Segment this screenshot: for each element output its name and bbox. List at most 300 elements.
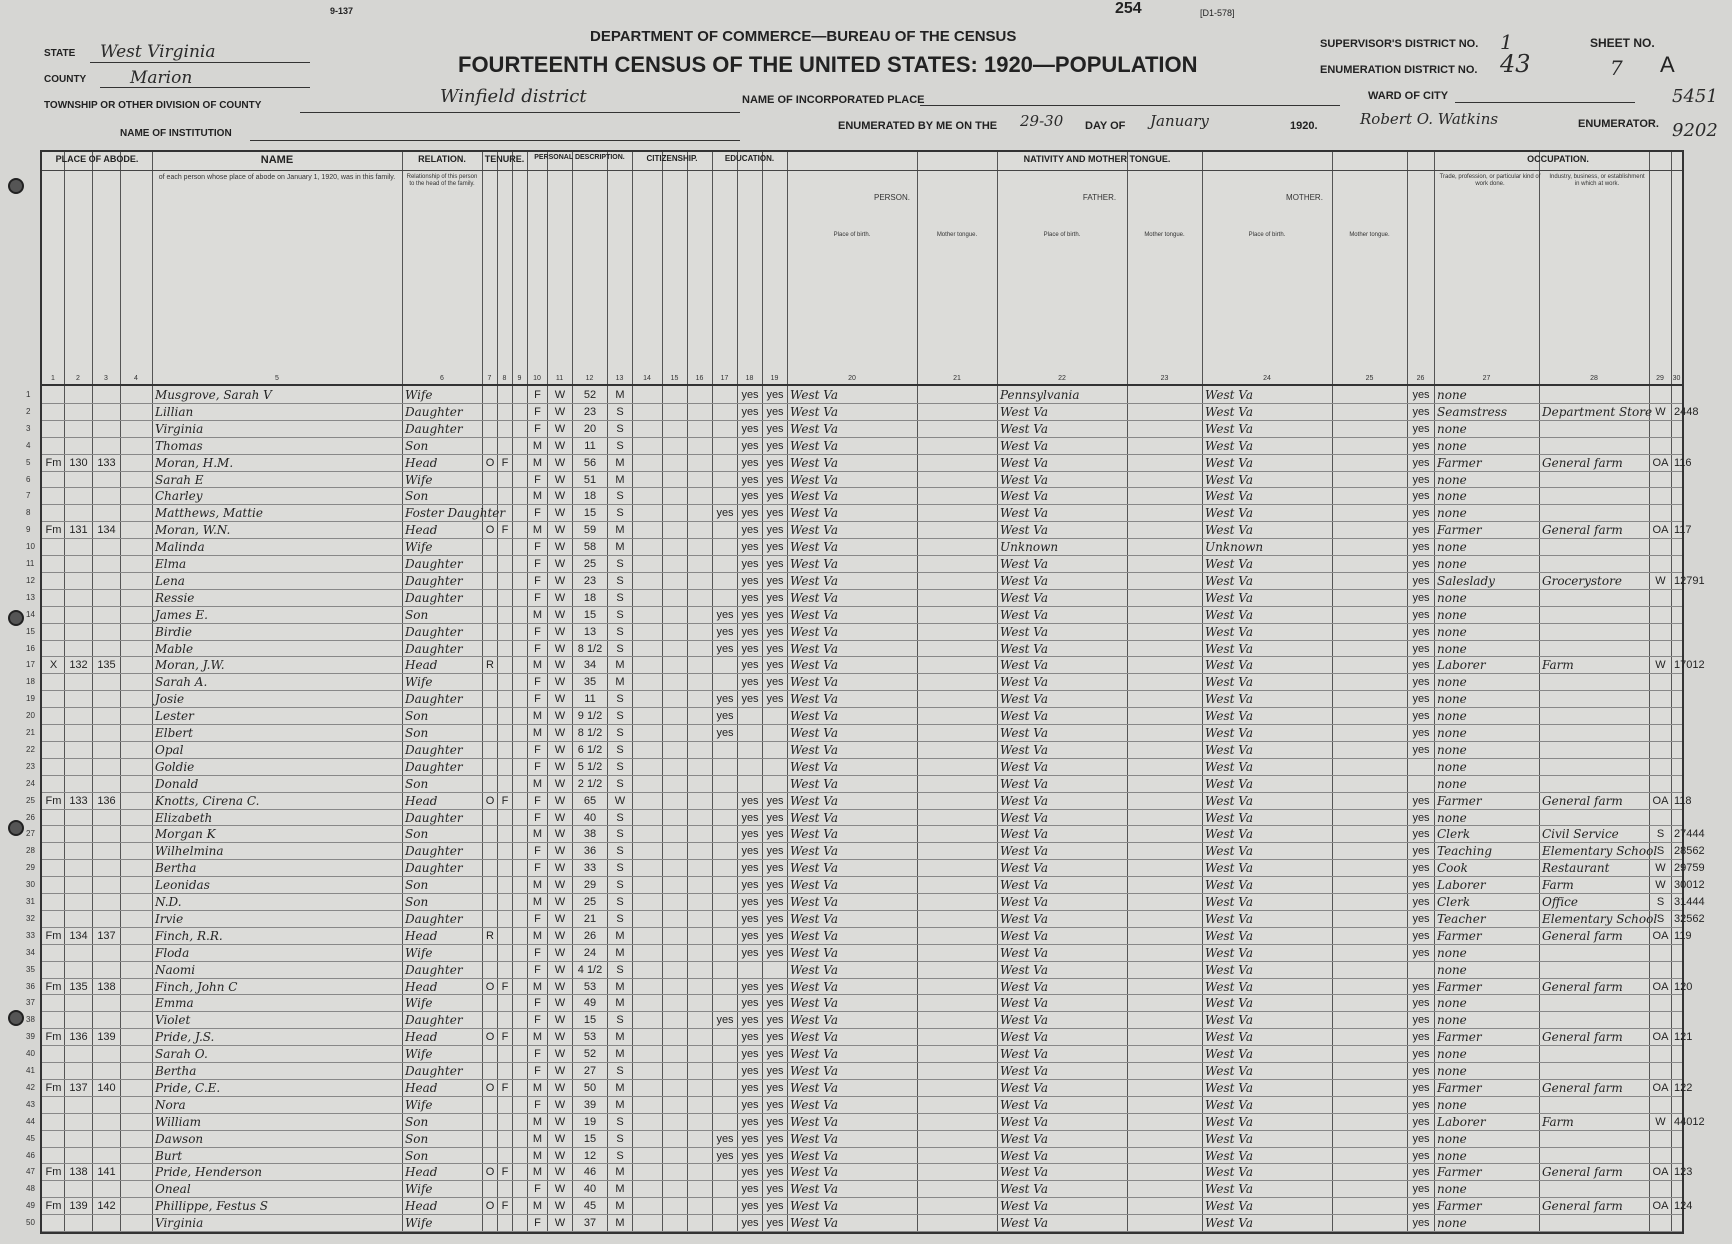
column-number: 6 xyxy=(440,375,444,382)
cell-age: 37 xyxy=(583,1217,597,1230)
line-number: 29 xyxy=(26,863,35,873)
cell-color: W xyxy=(554,743,566,756)
department-title: DEPARTMENT OF COMMERCE—BUREAU OF THE CENSUS xyxy=(590,28,1017,45)
cell-birth: West Va xyxy=(790,861,838,876)
cell-name: Sarah E xyxy=(155,472,204,487)
cell-fbirth: West Va xyxy=(1000,1216,1048,1231)
cell-dwelling: 134 xyxy=(97,524,116,537)
cell-name: Violet xyxy=(155,1013,191,1028)
cell-name: Elbert xyxy=(155,726,193,740)
cell-read: yes xyxy=(741,845,759,858)
cell-trade: none xyxy=(1437,945,1467,960)
cell-mbirth: West Va xyxy=(1205,810,1253,825)
cell-name: Lester xyxy=(155,709,194,724)
cell-mort: F xyxy=(501,980,509,993)
line-number: 18 xyxy=(26,677,35,687)
cell-marital: S xyxy=(616,727,624,739)
cell-name: Phillippe, Festus S xyxy=(155,1199,268,1214)
cell-name: Moran, H.M. xyxy=(155,455,234,470)
cell-age: 45 xyxy=(583,1200,597,1213)
line-number: 7 xyxy=(26,491,31,501)
cell-birth: West Va xyxy=(790,388,838,402)
cell-dwelling: 140 xyxy=(97,1081,116,1094)
enumerated-days: 29-30 xyxy=(1020,112,1064,130)
cell-sex: M xyxy=(532,439,543,452)
cell-name: Leonidas xyxy=(155,878,210,893)
cell-code: 32562 xyxy=(1674,912,1705,925)
column-number: 4 xyxy=(134,375,138,382)
cell-emp: W xyxy=(1655,574,1666,587)
cell-birth: West Va xyxy=(790,1030,838,1045)
column-number: 16 xyxy=(695,375,704,382)
cell-rel: Daughter xyxy=(405,641,463,656)
cell-sex: M xyxy=(532,980,543,993)
cell-mort: F xyxy=(501,1031,509,1044)
cell-rel: Head xyxy=(405,1080,438,1095)
cell-trade: Farmer xyxy=(1437,1199,1482,1214)
cell-emp: OA xyxy=(1652,524,1669,537)
cell-own: O xyxy=(485,1200,495,1213)
cell-rel: Daughter xyxy=(405,962,463,977)
cell-english: yes xyxy=(1412,896,1430,908)
cell-rel: Wife xyxy=(405,1097,433,1112)
cell-emp: OA xyxy=(1652,1081,1669,1094)
cell-rel: Son xyxy=(405,489,429,504)
cell-color: W xyxy=(554,1149,566,1162)
cell-sex: F xyxy=(534,946,541,959)
trade-description: Trade, profession, or particular kind of work done. xyxy=(1439,174,1541,187)
cell-school: yes xyxy=(716,710,734,723)
cell-age: 8 1/2 xyxy=(577,642,603,655)
cell-trade: none xyxy=(1437,421,1467,436)
cell-fbirth: West Va xyxy=(1000,776,1048,791)
cell-read: yes xyxy=(741,1183,759,1196)
cell-color: W xyxy=(554,490,566,503)
cell-age: 19 xyxy=(583,1115,597,1128)
cell-house: 135 xyxy=(69,980,88,993)
cell-emp: W xyxy=(1655,405,1666,418)
cell-color: W xyxy=(554,1115,566,1128)
column-number: 3 xyxy=(104,375,108,382)
cell-birth: West Va xyxy=(790,472,838,487)
cell-marital: S xyxy=(616,710,624,723)
cell-rel: Daughter xyxy=(405,590,463,605)
cell-color: W xyxy=(554,862,566,875)
cell-age: 15 xyxy=(583,608,597,621)
cell-color: W xyxy=(554,524,566,537)
cell-industry: Restaurant xyxy=(1542,861,1610,876)
cell-code: 116 xyxy=(1674,456,1692,469)
cell-school: yes xyxy=(716,1132,734,1145)
cell-marital: M xyxy=(615,1031,625,1044)
cell-emp: OA xyxy=(1652,980,1669,993)
line-number: 28 xyxy=(26,846,35,856)
cell-marital: M xyxy=(615,456,625,469)
cell-school: yes xyxy=(716,625,734,638)
cell-age: 25 xyxy=(583,558,597,570)
cell-trade: Farmer xyxy=(1437,1165,1482,1180)
line-number: 44 xyxy=(26,1116,35,1126)
cell-read: yes xyxy=(741,1132,759,1145)
cell-name: Josie xyxy=(155,692,185,707)
cell-fbirth: West Va xyxy=(1000,793,1048,808)
cell-own: O xyxy=(485,1031,495,1044)
cell-write: yes xyxy=(766,1081,784,1094)
cell-rel: Son xyxy=(405,607,429,622)
cell-age: 56 xyxy=(583,456,597,469)
cell-color: W xyxy=(554,456,566,469)
cell-name: Mable xyxy=(155,641,194,656)
cell-color: W xyxy=(554,1065,566,1077)
enumerator-label: ENUMERATOR. xyxy=(1578,118,1659,130)
cell-write: yes xyxy=(766,642,784,655)
cell-fbirth: West Va xyxy=(1000,675,1048,690)
cell-age: 21 xyxy=(583,912,597,925)
cell-fbirth: West Va xyxy=(1000,726,1048,740)
cell-fbirth: West Va xyxy=(1000,1131,1048,1146)
cell-emp: OA xyxy=(1652,456,1669,469)
cell-name: Emma xyxy=(155,996,194,1011)
cell-read: yes xyxy=(741,541,759,554)
line-number: 5 xyxy=(26,457,31,467)
cell-fbirth: West Va xyxy=(1000,979,1048,994)
cell-mbirth: West Va xyxy=(1205,827,1253,842)
cell-english: yes xyxy=(1412,862,1430,875)
relation-description: Relationship of this person to the head of the family. xyxy=(406,174,478,187)
line-number: 47 xyxy=(26,1167,35,1177)
cell-name: Elizabeth xyxy=(155,810,213,825)
cell-name: Thomas xyxy=(155,438,203,453)
cell-emp: W xyxy=(1655,862,1666,875)
column-number: 2 xyxy=(76,375,80,382)
cell-read: yes xyxy=(741,811,759,824)
cell-rel: Son xyxy=(405,1148,429,1163)
cell-marital: S xyxy=(616,490,624,503)
cell-marital: M xyxy=(615,389,625,401)
cell-english: yes xyxy=(1412,794,1430,807)
cell-color: W xyxy=(554,574,566,587)
cell-rel: Daughter xyxy=(405,692,463,707)
cell-mort: F xyxy=(501,1200,509,1213)
cell-age: 23 xyxy=(583,574,597,587)
cell-code: 12791 xyxy=(1674,574,1705,587)
cell-marital: S xyxy=(616,743,624,756)
cell-name: Oneal xyxy=(155,1182,191,1197)
cell-house: 134 xyxy=(69,929,88,942)
cell-english: yes xyxy=(1412,490,1430,503)
cell-mbirth: West Va xyxy=(1205,895,1253,909)
cell-marital: M xyxy=(615,1081,625,1094)
cell-color: W xyxy=(554,541,566,554)
cell-sex: M xyxy=(532,659,543,672)
cell-name: Virginia xyxy=(155,1216,204,1231)
cell-write: yes xyxy=(766,946,784,959)
column-number: 17 xyxy=(720,375,729,382)
cell-english: yes xyxy=(1412,524,1430,537)
line-number: 33 xyxy=(26,930,35,940)
cell-birth: West Va xyxy=(790,895,838,909)
census-title: FOURTEENTH CENSUS OF THE UNITED STATES: 1920—POPULATION xyxy=(458,52,1198,77)
cell-english: yes xyxy=(1412,541,1430,554)
cell-name: Donald xyxy=(155,776,199,791)
cell-code: 123 xyxy=(1674,1166,1693,1179)
cell-color: W xyxy=(554,642,566,655)
cell-read: yes xyxy=(741,862,759,875)
column-number: 19 xyxy=(770,375,779,382)
cell-fbirth: West Va xyxy=(1000,742,1048,757)
cell-rel: Wife xyxy=(405,945,433,960)
cell-birth: West Va xyxy=(790,709,838,724)
cell-trade: Farmer xyxy=(1437,1080,1482,1095)
cell-read: yes xyxy=(741,439,759,452)
cell-marital: S xyxy=(616,963,624,976)
cell-write: yes xyxy=(766,828,784,841)
cell-name: Finch, R.R. xyxy=(155,928,223,943)
cell-english: yes xyxy=(1412,1098,1430,1111)
cell-industry: General farm xyxy=(1542,523,1623,538)
cell-age: 13 xyxy=(583,625,597,638)
cell-house: 130 xyxy=(69,456,88,469)
cell-read: yes xyxy=(741,524,759,537)
cell-emp: W xyxy=(1655,1115,1666,1128)
cell-mort: F xyxy=(501,794,509,807)
cell-color: W xyxy=(554,794,566,807)
cell-name: Pride, J.S. xyxy=(155,1030,215,1045)
cell-read: yes xyxy=(741,1031,759,1044)
cell-fbirth: West Va xyxy=(1000,1148,1048,1163)
cell-birth: West Va xyxy=(790,573,838,588)
column-number: 10 xyxy=(533,375,541,382)
cell-marital: S xyxy=(616,507,624,520)
cell-fbirth: West Va xyxy=(1000,810,1048,825)
cell-rel: Foster Daughter xyxy=(405,506,506,521)
cell-trade: none xyxy=(1437,472,1467,487)
cell-sex: M xyxy=(532,896,543,908)
cell-sex: F xyxy=(534,794,541,807)
cell-emp xyxy=(1652,1214,1669,1233)
cell-own: O xyxy=(485,524,495,537)
line-number: 10 xyxy=(26,542,35,552)
cell-age: 11 xyxy=(584,693,596,706)
cell-fbirth: West Va xyxy=(1000,1080,1048,1095)
cell-trade: none xyxy=(1437,759,1467,774)
cell-trade: Farmer xyxy=(1437,928,1482,943)
page-stamp: 254 xyxy=(1115,0,1142,17)
cell-write: yes xyxy=(766,473,784,486)
cell-industry: General farm xyxy=(1542,1199,1623,1214)
cell-mbirth: West Va xyxy=(1205,844,1253,859)
column-number: 20 xyxy=(848,375,856,382)
cell-read: yes xyxy=(741,1115,759,1128)
cell-marital: S xyxy=(616,439,624,452)
cell-read: yes xyxy=(741,422,759,435)
cell-read: yes xyxy=(741,456,759,469)
cell-fbirth: West Va xyxy=(1000,624,1048,639)
cell-house: 132 xyxy=(69,659,88,672)
cell-name: Moran, J.W. xyxy=(155,658,225,673)
line-number: 6 xyxy=(26,474,31,484)
cell-fbirth: West Va xyxy=(1000,1114,1048,1129)
cell-age: 4 1/2 xyxy=(577,963,603,976)
cell-english: yes xyxy=(1412,625,1430,638)
cell-english: yes xyxy=(1412,439,1430,452)
cell-color: W xyxy=(554,591,566,604)
cell-age: 36 xyxy=(583,845,597,858)
cell-read: yes xyxy=(741,574,759,587)
binder-hole xyxy=(8,820,24,836)
cell-fbirth: West Va xyxy=(1000,962,1048,977)
cell-sex: F xyxy=(534,591,541,604)
cell-own: O xyxy=(485,794,495,807)
line-number: 13 xyxy=(26,592,35,602)
cell-sex: F xyxy=(534,473,541,486)
cell-age: 39 xyxy=(583,1098,597,1111)
cell-house: 137 xyxy=(69,1081,88,1094)
cell-trade: Clerk xyxy=(1437,827,1471,842)
cell-marital: S xyxy=(616,862,624,875)
cell-industry: General farm xyxy=(1542,1030,1623,1045)
cell-own: R xyxy=(486,659,494,672)
cell-mbirth: West Va xyxy=(1205,573,1253,588)
cell-trade: none xyxy=(1437,1131,1467,1146)
cell-english: yes xyxy=(1412,727,1430,739)
township-value: Winfield district xyxy=(440,86,587,107)
column-number: 29 xyxy=(1656,375,1664,382)
cell-english: yes xyxy=(1412,676,1430,689)
cell-age: 49 xyxy=(583,997,597,1010)
column-number: 8 xyxy=(502,375,507,382)
cell-mbirth: West Va xyxy=(1205,1080,1253,1095)
cell-mbirth: West Va xyxy=(1205,1148,1253,1163)
cell-write: yes xyxy=(766,456,784,469)
cell-school: yes xyxy=(716,1149,734,1162)
cell-english: yes xyxy=(1412,1183,1430,1196)
cell-sex: F xyxy=(534,558,541,570)
cell-industry: General farm xyxy=(1542,1080,1623,1095)
line-number: 32 xyxy=(26,913,35,923)
cell-english: yes xyxy=(1412,1065,1430,1077)
cell-age: 8 1/2 xyxy=(577,727,603,739)
cell-mbirth: West Va xyxy=(1205,692,1253,707)
cell-sex: M xyxy=(532,727,543,739)
line-number: 4 xyxy=(26,440,31,450)
cell-age: 26 xyxy=(583,929,597,942)
cell-rel: Son xyxy=(405,1131,429,1146)
cell-write: yes xyxy=(766,879,784,892)
cell-sex: F xyxy=(534,422,541,435)
cell-age: 35 xyxy=(583,676,597,689)
cell-trade: Farmer xyxy=(1437,455,1482,470)
cell-mbirth: West Va xyxy=(1205,962,1253,977)
cell-industry: Department Store xyxy=(1542,404,1653,419)
cell-street xyxy=(45,1214,62,1233)
cell-trade: none xyxy=(1437,1182,1467,1197)
cell-sex: F xyxy=(534,1098,541,1111)
cell-mbirth: West Va xyxy=(1205,861,1253,876)
cell-house: 136 xyxy=(69,1031,88,1044)
line-number: 22 xyxy=(26,744,35,754)
cell-color: W xyxy=(554,811,566,824)
month-value: January xyxy=(1150,112,1209,130)
cell-write: yes xyxy=(766,1115,784,1128)
cell-marital: M xyxy=(615,1048,625,1061)
cell-rel: Daughter xyxy=(405,557,463,571)
cell-rel: Son xyxy=(405,776,429,791)
cell-age: 15 xyxy=(583,507,597,520)
cell-name: Finch, John C xyxy=(155,979,238,994)
cell-fbirth: West Va xyxy=(1000,844,1048,859)
cell-birth: West Va xyxy=(790,658,838,673)
cell-industry: General farm xyxy=(1542,793,1623,808)
cell-rel: Son xyxy=(405,709,429,724)
person-birth-subhead: Place of birth. xyxy=(833,232,871,238)
cell-name: Pride, C.E. xyxy=(155,1080,221,1095)
cell-write: yes xyxy=(766,862,784,875)
cell-mbirth: West Va xyxy=(1205,1064,1253,1078)
cell-read: yes xyxy=(741,389,759,401)
cell-write: yes xyxy=(766,507,784,520)
cell-color: W xyxy=(554,659,566,672)
cell-trade: none xyxy=(1437,996,1467,1011)
cell-name: Sarah A. xyxy=(155,675,208,690)
cell-read: yes xyxy=(741,1065,759,1077)
cell-age: 34 xyxy=(583,659,597,672)
cell-birth: West Va xyxy=(790,878,838,893)
cell-birth: West Va xyxy=(790,675,838,690)
cell-mbirth: West Va xyxy=(1205,675,1253,690)
cell-age: 53 xyxy=(583,980,597,993)
cell-rel: Daughter xyxy=(405,1013,463,1028)
cell-rel: Daughter xyxy=(405,1064,463,1078)
cell-read: yes xyxy=(741,659,759,672)
cell-sex: F xyxy=(534,676,541,689)
cell-school: yes xyxy=(716,608,734,621)
cell-color: W xyxy=(554,405,566,418)
cell-street: Fm xyxy=(45,1200,62,1213)
cell-fbirth: West Va xyxy=(1000,861,1048,876)
cell-english: yes xyxy=(1412,1115,1430,1128)
cell-birth: West Va xyxy=(790,506,838,521)
cell-marital: S xyxy=(616,1149,624,1162)
line-number: 45 xyxy=(26,1133,35,1143)
cell-rel: Daughter xyxy=(405,404,463,419)
cell-write: yes xyxy=(766,1149,784,1162)
cell-birth: West Va xyxy=(790,590,838,605)
cell-birth: West Va xyxy=(790,827,838,842)
cell-color: W xyxy=(554,980,566,993)
cell-fbirth: West Va xyxy=(1000,1199,1048,1214)
cell-emp: S xyxy=(1656,845,1665,858)
cell-marital: M xyxy=(615,1200,625,1213)
cell-name: Birdie xyxy=(155,624,193,639)
cell-age: 65 xyxy=(583,794,597,807)
cell-mbirth: West Va xyxy=(1205,1182,1253,1197)
cell-fbirth: West Va xyxy=(1000,692,1048,707)
cell-marital: S xyxy=(616,405,624,418)
cell-mbirth: West Va xyxy=(1205,979,1253,994)
cell-write: yes xyxy=(766,558,784,570)
cell-trade: Farmer xyxy=(1437,1030,1482,1045)
industry-description: Industry, business, or establishment in which at work. xyxy=(1549,174,1645,187)
cell-trade: none xyxy=(1437,726,1467,740)
enum-district-label: ENUMERATION DISTRICT NO. xyxy=(1320,64,1478,76)
cell-color: W xyxy=(554,777,566,790)
father-subhead: FATHER. xyxy=(1082,193,1117,202)
cell-rel: Son xyxy=(405,1114,429,1129)
cell-fbirth: West Va xyxy=(1000,1047,1048,1062)
cell-write: yes xyxy=(766,439,784,452)
enumerator-value: Robert O. Watkins xyxy=(1360,110,1499,128)
